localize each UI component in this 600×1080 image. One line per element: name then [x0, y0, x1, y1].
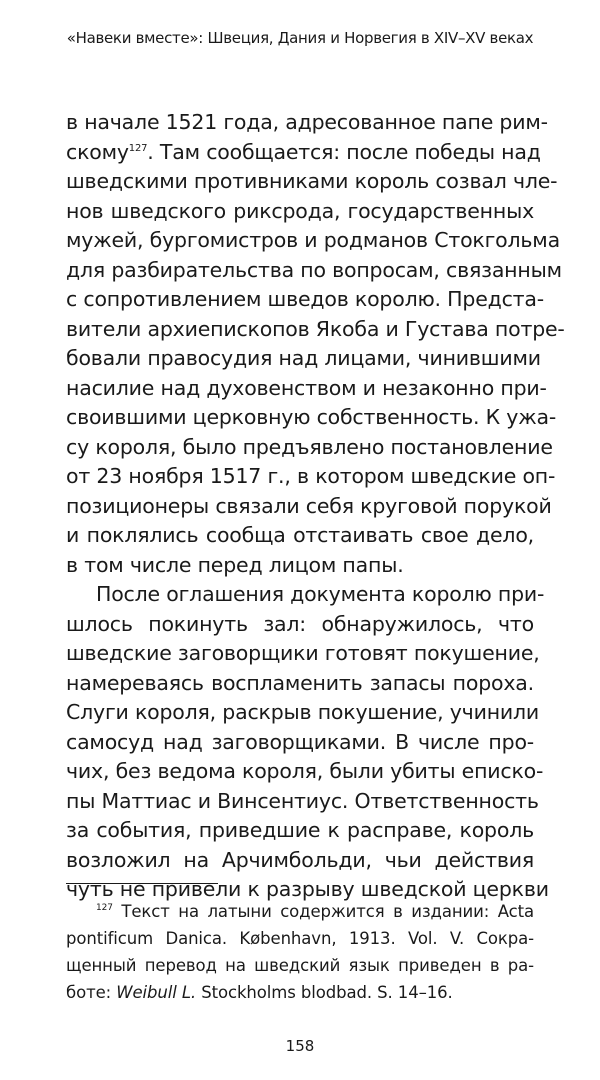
text-line: своившими церковную собственность. К ужа-	[66, 405, 557, 429]
text-line: намереваясь воспламенить запасы пороха.	[66, 670, 534, 695]
text-line: в начале 1521 года, адресованное папе рим-	[66, 110, 548, 134]
text-line: в том числе перед лицом папы.	[66, 552, 404, 577]
text-line: самосуд над заговорщиками. В числе про-	[66, 729, 534, 754]
footnote-text: Текст на латыни содержится в издании: Acta	[112, 902, 534, 921]
text-line: с сопротивлением шведов королю. Предста-	[66, 287, 544, 311]
text-line	[66, 138, 541, 168]
text-fragment: скому	[66, 139, 129, 164]
text-line: от 23 ноября 1517 г., в котором шведские оп-	[66, 464, 556, 488]
footnote-line: щенный перевод на шведский язык приведен в ра-	[66, 956, 534, 975]
footnote-author: Weibull L.	[116, 983, 197, 1002]
text-line: Слуги короля, раскрыв покушение, учинили	[66, 700, 540, 724]
running-header: «Навеки вместе»: Швеция, Дания и Норвегия в XIV–XV веках	[66, 29, 534, 47]
text-line: После оглашения документа королю при-	[96, 582, 545, 606]
footnote-line	[66, 979, 534, 1006]
footnote-number: 127	[96, 903, 113, 913]
footnote-text: боте:	[66, 983, 117, 1002]
main-text	[66, 108, 565, 905]
footnote-text: Stockholms blodbad. S. 14–16.	[196, 983, 453, 1002]
footnote-divider	[66, 883, 218, 884]
text-line: пы Маттиас и Винсентиус. Ответственность	[66, 788, 539, 813]
text-line: мужей, бургомистров и родманов Стокгольма	[66, 228, 560, 252]
text-line: за события, приведшие к расправе, король	[66, 818, 534, 842]
text-line: насилие над духовенством и незаконно при-	[66, 375, 547, 400]
footnote	[66, 898, 534, 1006]
text-line: и поклялись сообща отстаивать свое дело,	[66, 523, 534, 547]
text-line: для разбирательства по вопросам, связанным	[66, 257, 562, 282]
text-line: чуть не привели к разрыву шведской церкви	[66, 877, 549, 901]
text-line: возложил на Арчимбольди, чьи действия	[66, 847, 534, 872]
text-line: шведские заговорщики готовят покушение,	[66, 641, 540, 665]
text-line: нов шведского риксрода, государственных	[66, 198, 534, 223]
footnote-line: pontificum Danica. København, 1913. Vol. V. Сокра-	[66, 929, 534, 948]
page-number: 158	[285, 1037, 315, 1055]
text-line: позиционеры связали себя круговой порукой	[66, 493, 552, 518]
text-fragment: . Там сообщается: после победы над	[147, 139, 541, 164]
footnote-line	[66, 898, 534, 925]
text-line: бовали правосудия над лицами, чинившими	[66, 346, 541, 370]
footnote-ref[interactable]: 127	[128, 142, 148, 154]
text-line: чих, без ведома короля, были убиты еписко-	[66, 759, 544, 783]
text-line: вители архиепископов Якоба и Густава потре-	[66, 316, 565, 341]
text-line: шлось покинуть зал: обнаружилось, что	[66, 611, 534, 636]
text-line: шведскими противниками король созвал чле-	[66, 169, 558, 193]
text-line: су короля, было предъявлено постановление	[66, 434, 553, 459]
